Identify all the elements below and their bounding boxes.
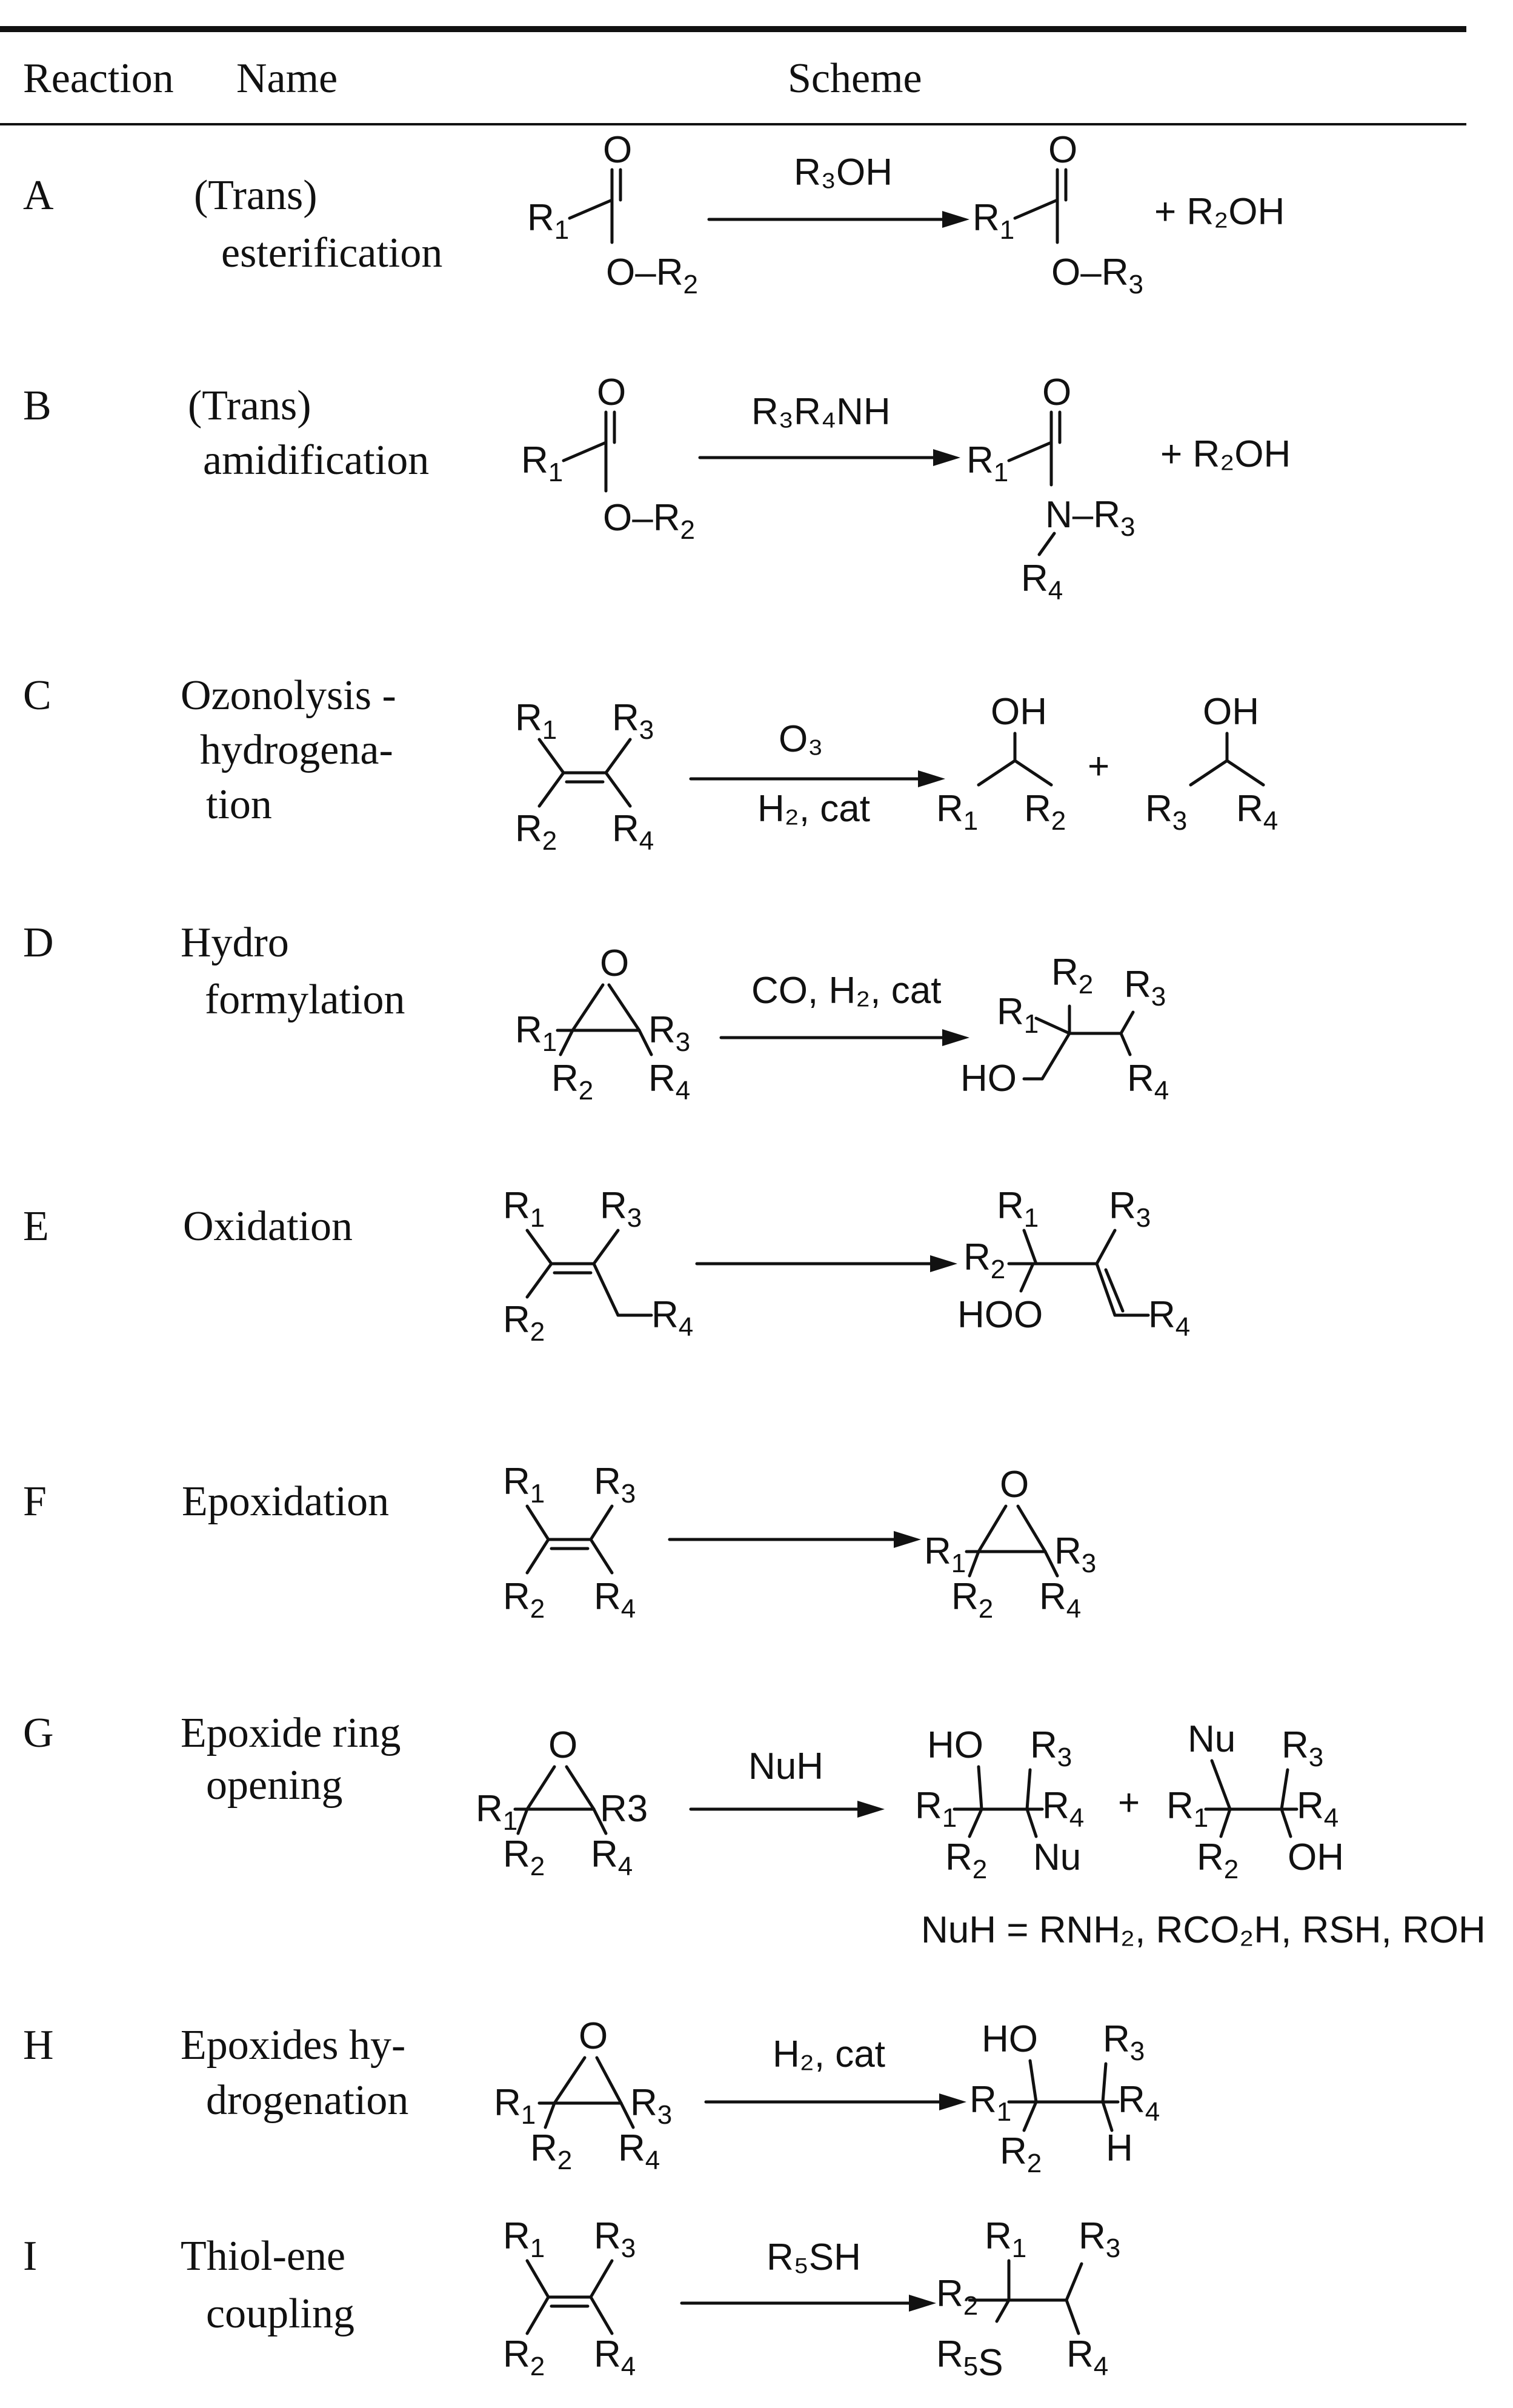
product-b-amide — [966, 372, 1136, 605]
svg-text:HO: HO — [982, 2018, 1038, 2060]
row-name-a-1: (Trans) — [194, 172, 318, 219]
svg-text:R2: $R_2$ — [551, 1058, 594, 1106]
svg-text:R2: $R_2$ — [1000, 2130, 1042, 2178]
svg-text:R3: $R_3$ — [1145, 788, 1188, 836]
arrowhead-b — [933, 449, 960, 466]
scheme-i — [503, 2215, 1120, 2384]
row-label-e: E — [23, 1203, 49, 1250]
reagent-c-top: O₃ — [779, 718, 823, 760]
reagent-g: NuH — [748, 1746, 824, 1787]
scheme-d — [515, 942, 1169, 1106]
reagent-i: R₅SH — [766, 2236, 861, 2278]
svg-text:R4: $R_4$ — [1236, 788, 1279, 836]
row-label-h: H — [23, 2022, 54, 2069]
svg-text:Nu: Nu — [1033, 1836, 1082, 1878]
reactant-c-alkene — [515, 697, 654, 856]
svg-text:R5S: $R_5S$ — [936, 2333, 1003, 2384]
svg-text:O: O — [1042, 372, 1072, 413]
svg-text:R1: $R_1$ — [503, 1185, 545, 1233]
svg-text:R2: $R_2$ — [1197, 1836, 1239, 1884]
svg-text:O–R2: $O-R_2$ — [603, 497, 695, 545]
arrowhead-h — [939, 2093, 966, 2110]
row-name-i-2: coupling — [206, 2290, 354, 2337]
reagent-h: H₂, cat — [773, 2033, 885, 2075]
svg-text:R1: $R_1$ — [915, 1785, 957, 1833]
svg-text:R2: $R_2$ — [936, 2273, 979, 2321]
svg-text:R1: $R_1$ — [1166, 1785, 1209, 1833]
svg-text:R4: $R_4$ — [1127, 1058, 1169, 1106]
svg-text:R4: $R_4$ — [1039, 1576, 1082, 1624]
svg-text:O: O — [1000, 1464, 1029, 1506]
svg-text:R1: $R_1$ — [515, 1009, 557, 1057]
svg-text:R1: $R_1$ — [503, 1461, 545, 1509]
svg-text:R1: $R_1$ — [985, 2215, 1027, 2263]
svg-text:R1: $R_1$ — [997, 991, 1039, 1039]
svg-text:R4: $R_4$ — [1021, 558, 1063, 605]
product-c-alcohol-1 — [936, 691, 1066, 836]
svg-text:R4: $R_4$ — [651, 1294, 694, 1342]
row-name-h-2: drogenation — [206, 2077, 409, 2124]
byproduct-b: + R₂OH — [1160, 433, 1291, 475]
row-name-f-1: Epoxidation — [182, 1478, 390, 1525]
product-e-hydroperoxide — [957, 1185, 1190, 1342]
arrowhead-f — [894, 1531, 921, 1548]
byproduct-a: + R₂OH — [1154, 191, 1285, 233]
reagent-b: R₃R₄NH — [751, 391, 891, 433]
svg-text:HO: HO — [960, 1058, 1017, 1099]
reactant-f-alkene — [503, 1461, 636, 1624]
svg-text:R4: $R_4$ — [594, 1576, 636, 1624]
reagent-a: R₃OH — [794, 152, 893, 193]
row-name-d-2: formylation — [205, 976, 405, 1023]
svg-text:R1: $R_1$ — [973, 197, 1015, 245]
header-reaction: Reaction — [23, 55, 174, 102]
scheme-c — [515, 691, 1278, 856]
svg-text:R3: $R_3$ — [594, 2215, 636, 2263]
svg-text:R4: $R_4$ — [648, 1058, 691, 1106]
row-name-c-3: tion — [206, 781, 272, 828]
svg-text:R3: $R_3$ — [600, 1185, 642, 1233]
svg-text:R1: $R_1$ — [966, 439, 1009, 487]
svg-text:Nu: Nu — [1188, 1718, 1236, 1760]
svg-text:R2: $R_2$ — [503, 1833, 545, 1881]
product-a-ester — [973, 129, 1143, 299]
svg-text:R1: $R_1$ — [521, 439, 564, 487]
scheme-a — [527, 129, 1285, 299]
svg-text:R4: $R_4$ — [1297, 1785, 1339, 1833]
svg-text:R1: $R_1$ — [515, 697, 557, 745]
svg-text:R2: $R_2$ — [963, 1236, 1006, 1284]
reagent-c-bottom: H₂, cat — [757, 788, 870, 830]
svg-text:R3: R3 — [600, 1788, 648, 1830]
svg-text:R1: $R_1$ — [924, 1530, 966, 1578]
svg-text:R4: $R_4$ — [591, 1833, 633, 1881]
scheme-b — [521, 372, 1291, 605]
reactant-g-epoxide — [476, 1724, 648, 1881]
product-c-alcohol-2 — [1145, 691, 1278, 836]
svg-text:O: O — [548, 1724, 578, 1766]
scheme-e — [503, 1185, 1190, 1347]
row-name-b-1: (Trans) — [188, 382, 311, 429]
reactant-h-epoxide — [494, 2015, 672, 2175]
header-scheme: Scheme — [788, 55, 922, 102]
svg-text:R4: $R_4$ — [1118, 2079, 1160, 2127]
plus-g: + — [1118, 1782, 1140, 1824]
product-d-alcohol — [960, 952, 1169, 1106]
arrowhead-e — [930, 1255, 957, 1272]
svg-text:O: O — [1048, 129, 1078, 171]
svg-text:R4: $R_4$ — [612, 808, 654, 856]
svg-text:R2: $R_2$ — [1024, 788, 1066, 836]
svg-text:R3: $R_3$ — [1109, 1185, 1151, 1233]
svg-text:R4: $R_4$ — [1042, 1785, 1085, 1833]
row-name-a-2: esterification — [221, 230, 443, 276]
svg-text:R2: $R_2$ — [515, 808, 557, 856]
row-name-g-2: opening — [206, 1762, 343, 1809]
svg-text:R3: $R_3$ — [630, 2082, 673, 2130]
svg-text:R2: $R_2$ — [530, 2127, 573, 2175]
svg-text:R4: $R_4$ — [618, 2127, 660, 2175]
product-g-1 — [915, 1724, 1084, 1884]
svg-text:R1: $R_1$ — [936, 788, 979, 836]
row-name-c-1: Ozonolysis - — [181, 672, 396, 719]
row-label-c: C — [23, 672, 52, 719]
row-name-i-1: Thiol-ene — [181, 2233, 346, 2280]
reactant-e-alkene — [503, 1185, 693, 1347]
reactant-d-epoxide — [515, 942, 690, 1106]
svg-text:O: O — [603, 129, 633, 171]
svg-text:R1: $R_1$ — [527, 197, 570, 245]
row-name-d-1: Hydro — [181, 919, 289, 966]
scheme-h — [494, 2015, 1160, 2178]
svg-text:R3: $R_3$ — [1030, 1724, 1072, 1772]
row-label-i: I — [23, 2233, 38, 2280]
svg-text:R1: $R_1$ — [969, 2079, 1012, 2127]
reactant-i-alkene — [503, 2215, 636, 2381]
svg-text:R1: $R_1$ — [503, 2215, 545, 2263]
arrowhead-d — [942, 1029, 969, 1046]
arrowhead-c — [918, 770, 945, 787]
svg-text:O: O — [579, 2015, 608, 2057]
svg-text:HO: HO — [927, 1724, 983, 1766]
reagent-d: CO, H₂, cat — [751, 970, 942, 1012]
product-h-alcohol — [969, 2018, 1160, 2178]
svg-text:R3: $R_3$ — [612, 697, 654, 745]
svg-text:R3: $R_3$ — [648, 1009, 691, 1057]
svg-text:R4: $R_4$ — [1066, 2333, 1109, 2381]
row-label-d: D — [23, 919, 54, 966]
svg-text:R1: $R_1$ — [476, 1788, 518, 1836]
svg-text:R3: $R_3$ — [1103, 2018, 1145, 2066]
svg-text:R3: $R_3$ — [1282, 1724, 1324, 1772]
note-g: NuH = RNH₂, RCO₂H, RSH, ROH — [921, 1909, 1486, 1951]
row-label-g: G — [23, 1710, 54, 1756]
header-name: Name — [236, 55, 338, 102]
reactant-a-ester — [527, 129, 698, 299]
svg-text:R1: $R_1$ — [997, 1185, 1039, 1233]
row-name-c-2: hydrogena- — [200, 727, 393, 773]
row-name-e-1: Oxidation — [183, 1203, 353, 1250]
row-name-b-2: amidification — [203, 437, 430, 484]
arrowhead-g — [857, 1801, 885, 1818]
svg-text:HOO: HOO — [957, 1294, 1043, 1336]
svg-text:O: O — [597, 372, 627, 413]
svg-text:O–R3: $O-R_3$ — [1051, 252, 1143, 299]
svg-text:R2: $R_2$ — [1051, 952, 1094, 999]
svg-text:H: H — [1106, 2127, 1133, 2169]
svg-text:R3: $R_3$ — [1124, 964, 1166, 1012]
svg-text:R2: $R_2$ — [503, 1576, 545, 1624]
scheme-f — [503, 1461, 1096, 1624]
row-label-b: B — [23, 382, 52, 429]
svg-text:R1: $R_1$ — [494, 2082, 536, 2130]
product-f-epoxide — [924, 1464, 1096, 1624]
arrowhead-i — [909, 2295, 936, 2312]
svg-text:R2: $R_2$ — [503, 1299, 545, 1347]
svg-text:R4: $R_4$ — [1148, 1294, 1191, 1342]
svg-text:OH: OH — [1203, 691, 1259, 733]
svg-text:R2: $R_2$ — [945, 1836, 988, 1884]
row-name-g-1: Epoxide ring — [181, 1710, 401, 1756]
svg-text:N–R3: $N-R_3$ — [1045, 494, 1136, 542]
reactant-b-ester — [521, 372, 695, 545]
row-label-f: F — [23, 1478, 47, 1525]
svg-text:R2: $R_2$ — [951, 1576, 994, 1624]
svg-text:R3: $R_3$ — [594, 1461, 636, 1509]
row-name-h-1: Epoxides hy- — [181, 2022, 406, 2069]
scheme-g — [476, 1718, 1486, 1951]
arrowhead-a — [942, 211, 969, 228]
svg-text:O: O — [600, 942, 630, 984]
product-i-thioether — [936, 2215, 1120, 2384]
plus-c: + — [1088, 745, 1110, 787]
svg-text:O–R2: $O-R_2$ — [606, 252, 698, 299]
svg-text:R3: $R_3$ — [1079, 2215, 1121, 2263]
svg-text:R2: $R_2$ — [503, 2333, 545, 2381]
svg-text:R4: $R_4$ — [594, 2333, 636, 2381]
svg-text:OH: OH — [1288, 1836, 1344, 1878]
product-g-2 — [1166, 1718, 1344, 1884]
svg-text:R3: $R_3$ — [1054, 1530, 1097, 1578]
svg-text:OH: OH — [991, 691, 1047, 733]
row-label-a: A — [23, 172, 54, 219]
